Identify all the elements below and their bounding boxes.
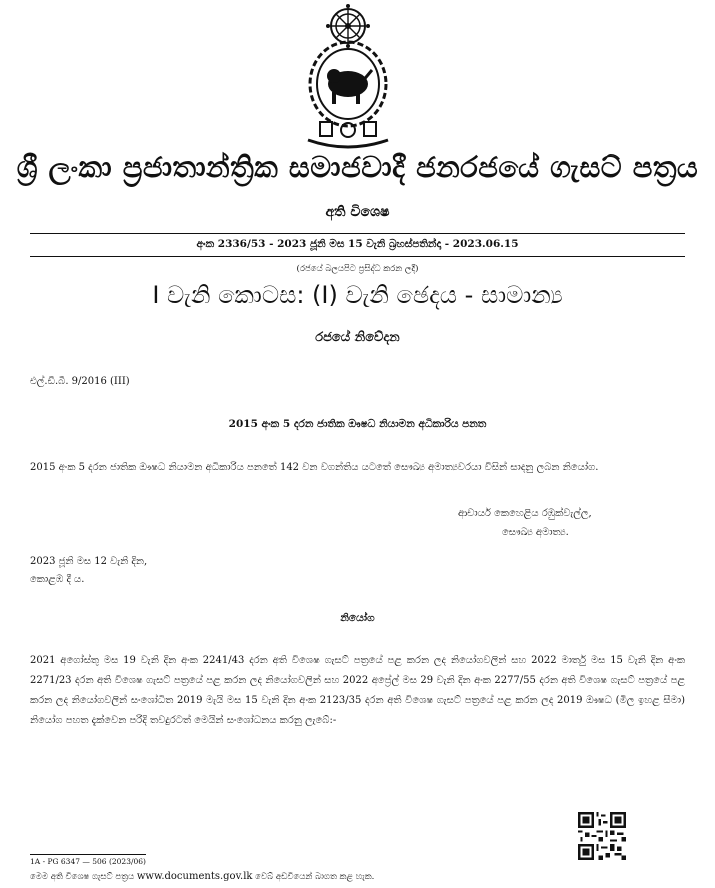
section-title: රජයේ නිවේදන [315, 330, 400, 345]
signatory-title: සෞඛ්‍ය අමාත්‍ය. [502, 527, 569, 538]
qr-code-icon [578, 812, 626, 860]
footer-divider [30, 854, 146, 855]
date-line: 2023 ජූනි මස 12 වැනි දින, [30, 556, 148, 567]
notice-heading: 2015 අංක 5 දරන ජාතික ඖෂධ නියාමන අධිකාරිය පනත [228, 418, 487, 430]
sri-lanka-emblem-icon [298, 4, 398, 150]
website-link[interactable]: www.documents.gov.lk [136, 871, 253, 882]
notice-paragraph: 2015 අංක 5 දරන ජාතික ඖෂධ නියාමන අධිකාරිය පනතේ 142 වන වගන්තිය යටතේ සෞඛ්‍ය අමාත්‍යවරයා විසින් සාදනු ලබන නියෝග. [30, 462, 599, 473]
footer-note [30, 871, 374, 882]
gazette-subtitle: අති විශෙෂ [325, 204, 390, 220]
regulations-heading: නියෝග [340, 612, 375, 624]
print-code: 1A - PG 6347 — 506 (2023/06) [30, 857, 146, 866]
divider [30, 256, 685, 257]
notice-reference: එල්.ඩී.බී. 9/2016 (III) [30, 376, 130, 387]
place-line: කොළඹ දී ය. [30, 574, 85, 585]
footer-note-after: වෙබ් අඩවියෙන් බාගත කළ හැක. [252, 872, 375, 882]
gazette-title: ශ්‍රී ලංකා ප්‍රජාතාන්ත්‍රික සමාජවාදී ජනරජයේ ගැසට් පත්‍රය [16, 150, 699, 184]
issue-line: අංක 2336/53 - 2023 ජූනි මස 15 වැනි බ්‍රහස්පතින්දා - 2023.06.15 [196, 238, 519, 250]
footer-note-before: මෙම අති විශෙෂ ගැසට් පත්‍රය [30, 872, 137, 882]
authority-line: (රජයේ බලයපිට ප්‍රසිද්ධ කරන ලදී) [296, 264, 419, 274]
signatory-name: ආචාර්ය කෙහෙළිය රඹුක්වැල්ල, [458, 508, 592, 519]
regulations-text: 2021 අගෝස්තු මස 19 වැනි දින අංක 2241/43 දරන අති විශෙෂ ගැසට් පත්‍රයේ පළ කරන ලද නියෝගවලින් සහ 2022 මාර්තු මස 15 වැනි දින අංක 2271/23 දරන අති විශෙෂ ගැසට් පත්‍රයේ පළ කරන ලද නියෝගවලින් සහ 2022 අප්‍රේල් මස 29 වැනි දින අංක 2277/55 දරන අති විශෙෂ ගැසට් පත්‍රයේ පළ කරන ලද නියෝගවලින් සංශෝධිත 2019 මැයි මස 15 වැනි දින අංක 2123/35 දරන අති විශෙෂ ගැසට් පත්‍රයේ පළ කරන ලද 2019 ඖෂධ (මිල ඉහළ සීමා) නියෝග පහත දැක්වෙන පරිදි තවදුරටත් මෙයින් සංශෝධනය කරනු ලැබේ:- [30, 655, 685, 726]
divider [30, 233, 685, 234]
part-title: I වැනි කොටස: (I) වැනි ඡෙදය - සාමාන්‍ය [152, 281, 563, 309]
